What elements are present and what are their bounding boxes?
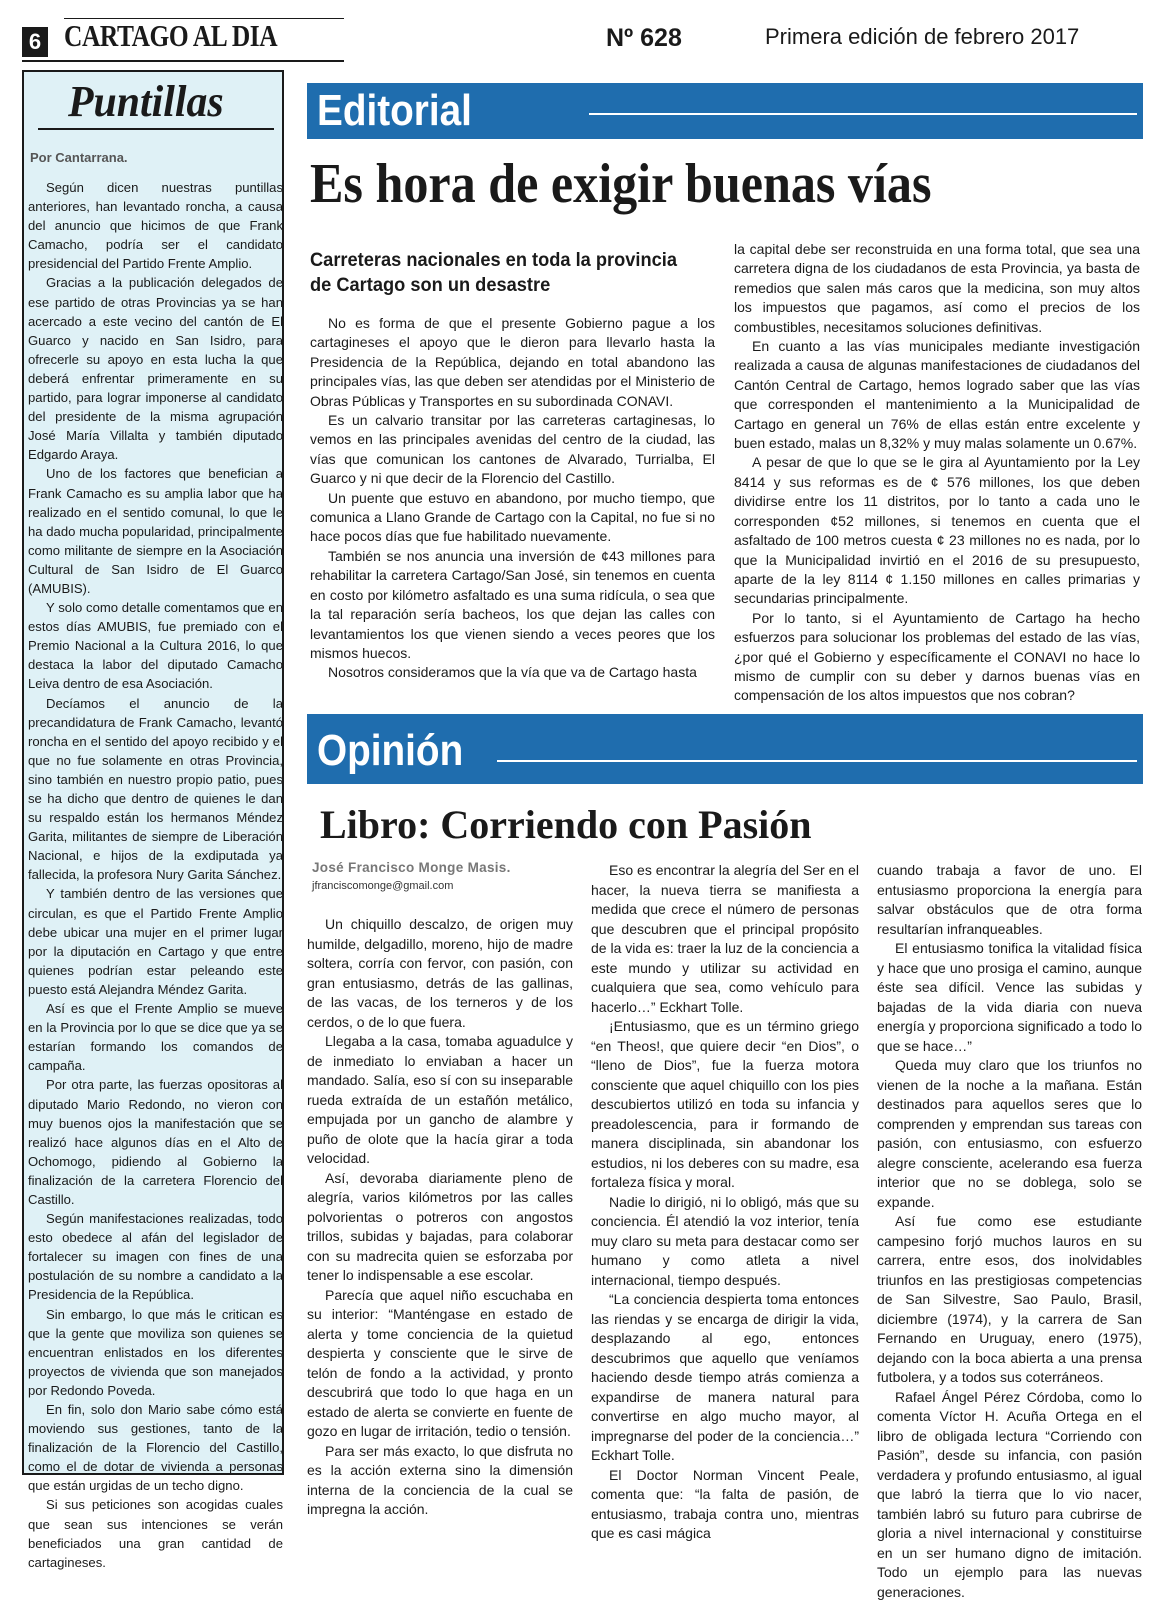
paragraph: Nosotros consideramos que la vía que va de Cartago hasta (310, 663, 715, 682)
opinion-column-2 (591, 861, 859, 1544)
section-label: Editorial (317, 86, 472, 136)
paragraph: Por lo tanto, si el Ayuntamiento de Cartago ha hecho esfuerzos para solucionar los problemas del estado de las vías, ¿por qué el Gobierno y específicamente el CONAVI no hace lo mismo de cumplir con su deber y darnos buenas vías en compensación de los altos impuestos que nos cobran? (734, 609, 1140, 706)
paragraph: Y también dentro de las versiones que circulan, es que el Partido Frente Amplio debe ubicar una mujer en el primer lugar por la diputación en Cartago y que entre quienes podrían estar peleando este puesto está Alejandra Méndez Garita. (28, 884, 283, 999)
paragraph: Nadie lo dirigió, ni lo obligó, más que su conciencia. Él atendió la voz interior, tenía muy claro su meta para destacar como ser humano y como atleta a nivel internacional, tiempo después. (591, 1193, 859, 1291)
paragraph: Si sus peticiones son acogidas cuales que sean sus intenciones se verán beneficiados una gran cantidad de cartagineses. (28, 1495, 283, 1571)
banner-rule (589, 113, 1137, 115)
paragraph: Así es que el Frente Amplio se mueve en la Provincia por lo que se dice que ya se estarían formando los comandos de campaña. (28, 999, 283, 1075)
puntillas-title: Puntillas (68, 76, 224, 127)
paragraph: Un puente que estuvo en abandono, por mucho tiempo, que comunica a Llano Grande de Cartago con la Capital, no fue si no hace pocos días que fue habilitado nuevamente. (310, 489, 715, 547)
banner-rule (497, 760, 1137, 762)
page-number: 6 (22, 27, 48, 57)
edition-date: Primera edición de febrero 2017 (765, 24, 1079, 50)
opinion-headline: Libro: Corriendo con Pasión (320, 801, 812, 848)
paragraph: Para ser más exacto, lo que disfruta no es la acción externa sino la dimensión interna de la conciencia de la cual se impregna la acción. (307, 1442, 573, 1520)
paragraph: Gracias a la publicación delegados de ese partido de otras Provincias ya se han acercado a este vecino del cantón de El Guarco y nacido en San Isidro, para ofrecerle su apoyo en esta lucha la que deberá enfrentar primeramente en su partido, para lograr imponerse al candidato del presidente de la misma agrupación José María Villalta y también diputado Edgardo Araya. (28, 273, 283, 464)
paragraph: la capital debe ser reconstruida en una forma total, que sea una carretera digna de los ciudadanos de esta Provincia, ya basta de remedios que salen más caros que la medicina, son muy altos los impuestos que pagamos, así como el precios de los combustibles, necesitamos soluciones definitivas. (734, 240, 1140, 337)
paragraph: Rafael Ángel Pérez Córdoba, como lo comenta Víctor H. Acuña Ortega en el libro de obligada lectura “Corriendo con Pasión”, desde su infancia, con pasión verdadera y profundo entusiasmo, al igual que labró la tierra que lo vio nacer, también labró su futuro para cubrirse de gloria a nivel internacional y constituirse en un ser humano digno de imitación. Todo un ejemplo para las nuevas generaciones. (877, 1388, 1142, 1602)
opinion-banner (307, 714, 1143, 784)
opinion-column-1 (307, 915, 573, 1520)
paragraph: cuando trabaja a favor de uno. El entusiasmo proporciona la energía para salvar obstáculos que de otra forma resultarían infranqueables. (877, 861, 1142, 939)
puntillas-body (28, 178, 283, 1572)
issue-number: Nº 628 (606, 24, 682, 53)
paragraph: También se nos anuncia una inversión de ¢43 millones para rehabilitar la carretera Cartago/San José, sin tenemos en cuenta en costo por kilómetro asfaltado es una suma ridícula, o sea que la tal reparación sería bacheos, los que dejan las calles con levantamientos los que vienen siendo a veces peores que los mismos huecos. (310, 547, 715, 663)
opinion-column-3 (877, 861, 1142, 1602)
paragraph: Llegaba a la casa, tomaba aguadulce y de inmediato lo enviaban a hacer un mandado. Salía, eso sí con su inseparable rueda extraída de un estañón metálico, empujada por un gancho de alambre y puño de olote que la hacía girar a toda velocidad. (307, 1032, 573, 1169)
puntillas-rule (38, 128, 274, 130)
paragraph: Por otra parte, las fuerzas opositoras al diputado Mario Redondo, no vieron con muy buenos ojos la manifestación que se realizó hace algunos días en el Alto de Ochomogo, pidiendo al Gobierno la finalización de la carretera Florencio del Castillo. (28, 1075, 283, 1209)
paragraph: Decíamos el anuncio de la precandidatura de Frank Camacho, levantó roncha en el sentido del apoyo recibido y el que no fue solamente en otras Provincia, sino también en nuestro propio patio, pues se ha dicho que dentro de quienes le dan su respaldo están los hermanos Méndez Garita, militantes de siempre de Liberación Nacional, e hijos de la exdiputada ya fallecida, la profesora Nury Garita Sánchez. (28, 694, 283, 885)
puntillas-byline: Por Cantarrana. (30, 150, 128, 165)
paragraph: El Doctor Norman Vincent Peale, comenta que: “la falta de pasión, de entusiasmo, trabaja contra uno, mientras que es casi mágica (591, 1466, 859, 1544)
paragraph: Según dicen nuestras puntillas anteriores, han levantado roncha, a causa del anuncio que hicimos de que Frank Camacho, podría ser el candidato presidencial del Partido Frente Amplio. (28, 178, 283, 273)
paragraph: En cuanto a las vías municipales mediante investigación realizada a causa de algunas manifestaciones de ciudadanos del Cantón Central de Cartago, hemos logrado saber que las vías que corresponden el mantenimiento a la Municipalidad de Cartago en general un 76% de ellas están entre excelente y buen estado, malas un 8,32% y muy malas solamente un 0.67%. (734, 337, 1140, 453)
paragraph: Parecía que aquel niño escuchaba en su interior: “Manténgase en estado de alerta y tome conciencia de la quietud despierta y consciente que le sirve de telón de fondo a la actividad, y pronto descubrirá que todo lo que haga en un estado de alerta se convierte en fuente de gozo en lugar de irritación, tedio o tensión. (307, 1286, 573, 1442)
paragraph: A pesar de que lo que se le gira al Ayuntamiento por la Ley 8414 y sus reformas es de ¢ 576 millones, los que deben dividirse entre los 11 distritos, por lo tanto a cada uno le corresponden ¢52 millones, si tenemos en cuenta que el asfaltado de 100 metros cuesta ¢ 23 millones no es nada, por lo que la Municipalidad invirtió en el 2016 de su presupuesto, aparte de la ley 8114 ¢ 1.150 millones en calles primarias y secundarias principalmente. (734, 453, 1140, 608)
editorial-banner (307, 83, 1143, 139)
paragraph: Así, devoraba diariamente pleno de alegría, varios kilómetros por las calles polvorientas o potreros con angostos trillos, subidas y bajadas, para colaborar con su madrecita quien se esforzaba por tener lo indispensable a ese escolar. (307, 1169, 573, 1286)
paragraph: Así fue como ese estudiante campesino forjó muchos lauros en su carrera, entre esos, dos inolvidables triunfos en las prestigiosas competencias de San Silvestre, Sao Paulo, Brasil, diciembre (1974), y la carrera de San Fernando en Uruguay, enero (1975), dejando con la boca abierta a una prensa futbolera, y a todos sus coterráneos. (877, 1212, 1142, 1388)
paragraph: Queda muy claro que los triunfos no vienen de la noche a la mañana. Están destinados para aquellos seres que lo comprenden y emprendan sus tareas con pasión, con entusiasmo, con esfuerzo alegre consciente, acelerando esa fuerza interior que no se doblega, solo se expande. (877, 1056, 1142, 1212)
paragraph: Según manifestaciones realizadas, todo esto obedece al afán del legislador de fortalecer su imagen con fines de una postulación de su nombre a candidato a la Presidencia de la República. (28, 1209, 283, 1304)
author-name: José Francisco Monge Masis. (312, 860, 511, 875)
editorial-column-1 (310, 314, 715, 683)
paragraph: El entusiasmo tonifica la vitalidad física y hace que uno prosiga el camino, aunque éste sea difícil. Vence las subidas y bajadas de la vida diaria con nueva energía y proporciona significado a todo lo que se hace…” (877, 939, 1142, 1056)
paragraph: Un chiquillo descalzo, de origen muy humilde, delgadillo, moreno, hijo de madre soltera, corría con fervor, con pasión, con gran entusiasmo, detrás de las gallinas, de las vacas, de los terneros y de los cerdos, o de lo que fuera. (307, 915, 573, 1032)
newspaper-logo: CARTAGO AL DIA (64, 18, 277, 54)
paragraph: Uno de los factores que benefician a Frank Camacho es su amplia labor que ha realizado en el sentido comunal, lo que le ha dado mucha popularidad, principalmente como militante de siempre en la Asociación Cultural de San Isidro de El Guarco (AMUBIS). (28, 464, 283, 598)
paragraph: Eso es encontrar la alegría del Ser en el hacer, la nueva tierra se manifiesta a medida que crece el número de personas que descubren que el principal propósito de la vida es: traer la luz de la conciencia a este mundo y utilizar su actividad en cualquiera que sea, como vehículo para hacerlo…” Eckhart Tolle. (591, 861, 859, 1017)
editorial-subhead: Carreteras nacionales en toda la provincia de Cartago son un desastre (310, 248, 694, 298)
paragraph: En fin, solo don Mario sabe cómo está moviendo sus gestiones, tanto de la finalización de la Florencio del Castillo, como el de dotar de vivienda a personas que están urgidas de un techo digno. (28, 1400, 283, 1495)
paragraph: Y solo como detalle comentamos que en estos días AMUBIS, fue premiado con el Premio Nacional a la Cultura 2016, lo que destaca la labor del diputado Camacho Leiva dentro de esa Asociación. (28, 598, 283, 693)
header-rule (22, 60, 344, 62)
paragraph: Sin embargo, lo que más le critican es que la gente que moviliza son quienes se encuentran enlistados en los diferentes proyectos de vivienda que son manejados por Redondo Poveda. (28, 1305, 283, 1400)
paragraph: “La conciencia despierta toma entonces las riendas y se encarga de dirigir la vida, desplazando al ego, entonces descubrimos que aquello que veníamos haciendo desde tiempo atrás comienza a expandirse de manera natural para convertirse en algo mucho mayor, al impregnarse del poder de la conciencia…” Eckhart Tolle. (591, 1290, 859, 1466)
paragraph: ¡Entusiasmo, que es un término griego “en Theos!, que quiere decir “en Dios”, o “lleno de Dios”, fue la fuerza motora consciente que aquel chiquillo con los pies descubiertos utilizó en toda su infancia y preadolescencia, para ir formando de manera disciplinada, sin abandonar los estudios, ni los deberes con su madre, esa fortaleza física y moral. (591, 1017, 859, 1193)
editorial-column-2 (734, 240, 1140, 706)
editorial-headline: Es hora de exigir buenas vías (310, 152, 931, 216)
paragraph: Es un calvario transitar por las carreteras cartaginesas, lo vemos en las principales avenidas del centro de la ciudad, las vías que comunican los cantones de Alvarado, Turrialba, El Guarco y ni que decir de la Florencio del Castillo. (310, 411, 715, 489)
paragraph: No es forma de que el presente Gobierno pague a los cartagineses el apoyo que le dieron para llevarlo hasta la Presidencia de la República, dejando en total abandono las principales vías, las que deben ser atendidas por el Ministerio de Obras Públicas y Transportes en su subordinada CONAVI. (310, 314, 715, 411)
section-label: Opinión (317, 726, 463, 776)
author-email: jfranciscomonge@gmail.com (312, 880, 453, 892)
